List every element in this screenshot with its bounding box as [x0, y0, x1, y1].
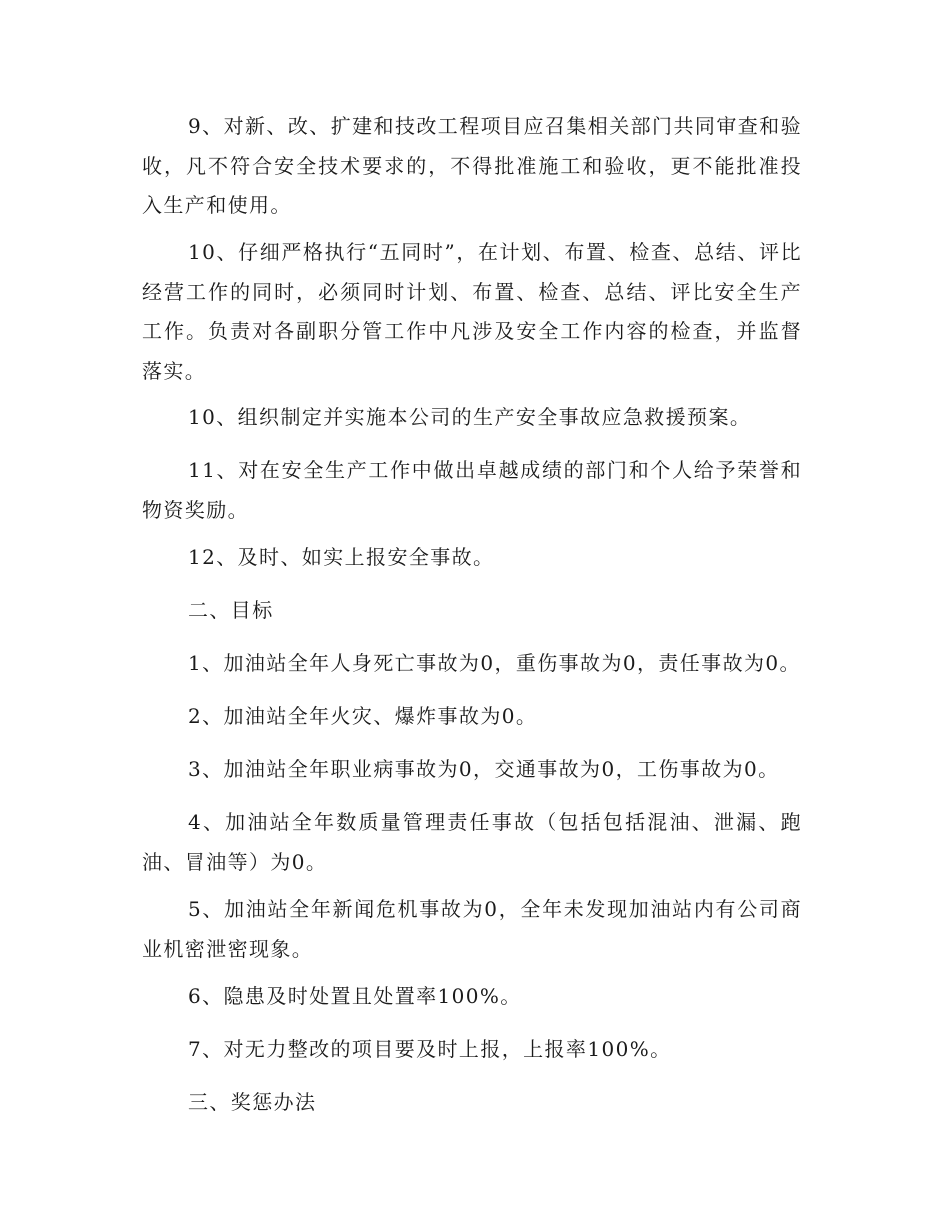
- goal-item-4: 4、加油站全年数质量管理责任事故（包括包括混油、泄漏、跑油、冒油等）为0。: [142, 810, 802, 874]
- paragraph-item-10-emergency-plan: 10、组织制定并实施本公司的生产安全事故应急救援预案。: [188, 405, 752, 429]
- paragraph-item-11-rewards: 11、对在安全生产工作中做出卓越成绩的部门和个人给予荣誉和物资奖励。: [142, 458, 802, 522]
- goal-item-7: 7、对无力整改的项目要及时上报，上报率100%。: [188, 1037, 672, 1061]
- goal-item-2: 2、加油站全年火灾、爆炸事故为0。: [188, 704, 538, 728]
- goal-item-1: 1、加油站全年人身死亡事故为0，重伤事故为0，责任事故为0。: [188, 651, 801, 675]
- goal-item-6: 6、隐患及时处置且处置率100%。: [188, 984, 522, 1008]
- goal-item-3: 3、加油站全年职业病事故为0，交通事故为0，工伤事故为0。: [188, 757, 780, 781]
- goal-item-5: 5、加油站全年新闻危机事故为0，全年未发现加油站内有公司商业机密泄密现象。: [142, 897, 802, 961]
- paragraph-item-12-report-accidents: 12、及时、如实上报安全事故。: [188, 545, 495, 569]
- paragraph-item-10-five-simultaneous: 10、仔细严格执行“五同时”，在计划、布置、检查、总结、评比经营工作的同时，必须同时计划、布置、检查、总结、评比安全生产工作。负责对各副职分管工作中凡涉及安全工作内容的检查，并监督落实。: [142, 240, 802, 383]
- paragraph-item-9-review-acceptance: 9、对新、改、扩建和技改工程项目应召集相关部门共同审查和验收，凡不符合安全技术要求的，不得批准施工和验收，更不能批准投入生产和使用。: [142, 114, 802, 217]
- section-heading-rewards-penalties: 三、奖惩办法: [188, 1090, 317, 1114]
- section-heading-goals: 二、目标: [188, 598, 274, 622]
